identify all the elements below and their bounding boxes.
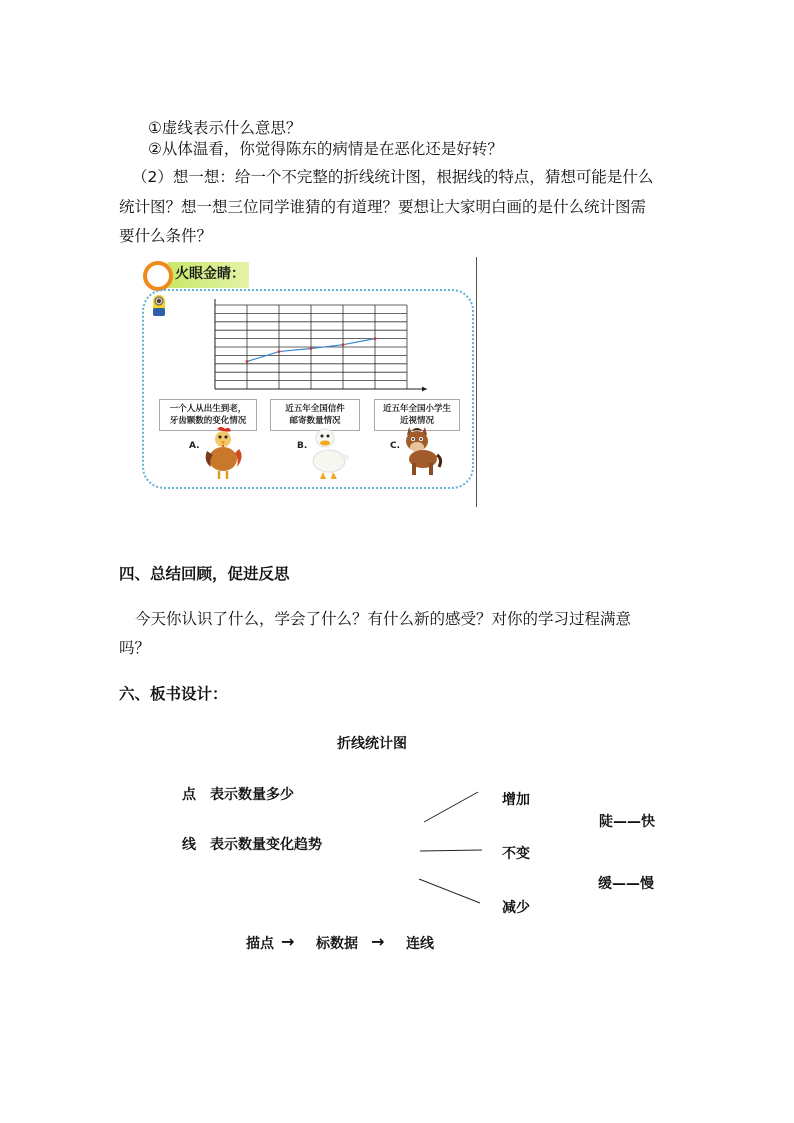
guess-chart-picture xyxy=(137,257,479,507)
think-paragraph-line-3: 要什么条件？ xyxy=(119,227,213,245)
think-paragraph-line-2: 统计图？想一想三位同学谁猜的有道理？要想让大家明白画的是什么统计图需 xyxy=(119,198,647,216)
option-a-text-1: 一个人从出生到老， xyxy=(169,404,247,414)
board-steep: 陡——快 xyxy=(599,814,655,830)
board-gentle: 缓——慢 xyxy=(598,876,654,892)
duck-icon xyxy=(307,425,351,481)
data-point xyxy=(278,350,281,353)
board-line-text: 表示数量变化趋势 xyxy=(210,837,322,853)
board-arrow-1: → xyxy=(281,932,295,951)
horse-icon xyxy=(399,425,443,477)
data-point xyxy=(374,337,377,340)
board-decrease: 减少 xyxy=(502,900,530,916)
board-step-1: 描点 xyxy=(246,936,274,952)
option-b-text-1: 近五年全国信件 xyxy=(285,404,345,414)
picture-border xyxy=(476,257,477,507)
board-point-text: 表示数量多少 xyxy=(210,787,294,803)
think-paragraph-line-1: （2）想一想：给一个不完整的折线统计图，根据线的特点，猜想可能是什么 xyxy=(132,168,654,186)
option-c-text-2: 近视情况 xyxy=(399,416,434,426)
option-a-label: A. xyxy=(189,441,200,451)
x-axis-arrow xyxy=(422,387,427,392)
option-b-label: B. xyxy=(297,441,308,451)
decrease-line xyxy=(419,879,480,903)
section-4-body-line-2: 吗？ xyxy=(119,639,151,657)
board-arrow-2: → xyxy=(371,932,385,951)
option-b-text-2: 邮寄数量情况 xyxy=(289,416,341,426)
option-c-label: C. xyxy=(390,441,401,451)
increase-line xyxy=(424,792,478,822)
option-a-text-2: 牙齿颗数的变化情况 xyxy=(169,416,247,426)
board-unchanged: 不变 xyxy=(502,846,530,862)
board-increase: 增加 xyxy=(502,792,530,808)
question-1: ①虚线表示什么意思？ xyxy=(148,119,302,137)
board-step-2: 标数据 xyxy=(316,936,358,952)
unchanged-line xyxy=(420,850,482,851)
data-point xyxy=(342,343,345,346)
incomplete-line-chart xyxy=(209,297,431,397)
section-6-heading: 六、板书设计： xyxy=(119,685,228,703)
option-c-text-1: 近五年全国小学生 xyxy=(382,404,451,414)
section-4-body-line-1: 今天你认识了什么，学会了什么？有什么新的感受？对你的学习过程满意 xyxy=(135,610,632,628)
board-title: 折线统计图 xyxy=(337,736,407,752)
data-point xyxy=(246,360,249,363)
rooster-icon xyxy=(203,425,243,481)
data-point xyxy=(310,347,313,350)
board-step-3: 连线 xyxy=(406,936,434,952)
board-line-label: 线 xyxy=(182,837,196,853)
board-point-label: 点 xyxy=(182,787,196,803)
section-4-heading: 四、总结回顾，促进反思 xyxy=(119,565,290,583)
question-2: ②从体温看，你觉得陈东的病情是在恶化还是好转？ xyxy=(148,140,503,158)
picture-title: 火眼金睛： xyxy=(175,266,245,282)
magnifier-icon xyxy=(143,261,173,291)
